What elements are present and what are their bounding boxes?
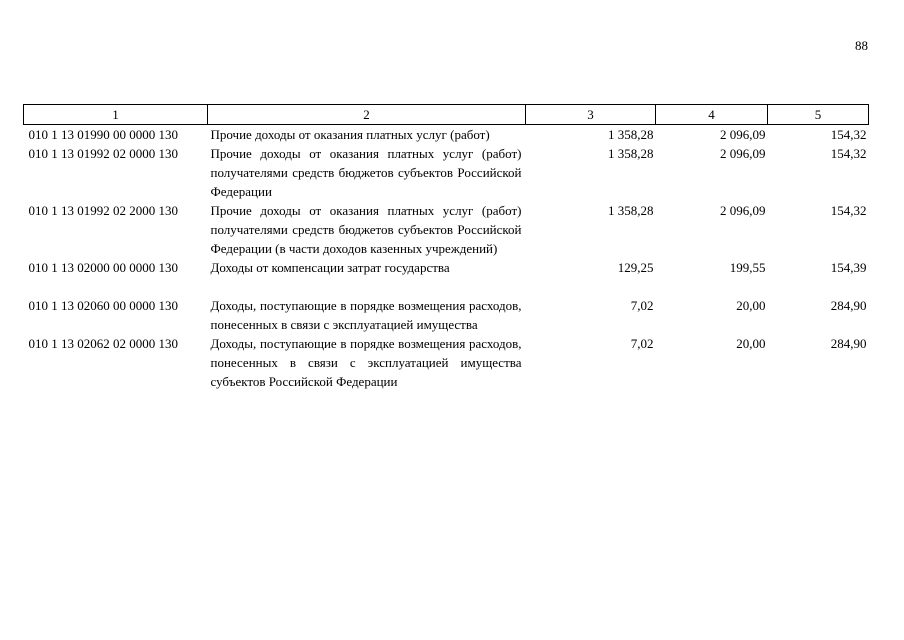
value-col3-cell: 129,25 xyxy=(617,260,654,275)
budget-code-cell: 010 1 13 02000 00 0000 130 xyxy=(28,260,178,275)
column-header-1: 1 xyxy=(24,105,208,125)
value-col4-cell: 199,55 xyxy=(729,260,766,275)
budget-code-cell: 010 1 13 02060 00 0000 130 xyxy=(28,298,178,313)
table-row xyxy=(24,296,869,334)
budget-table xyxy=(23,104,869,391)
income-name-cell: Прочие доходы от оказания платных услуг (работ) получателями средств бюджетов субъектов Российской Федерации (в части доходов казенных учреждений) xyxy=(210,203,522,256)
table-row xyxy=(24,144,869,201)
table-row xyxy=(24,258,869,296)
column-header-4: 4 xyxy=(656,105,768,125)
income-name-cell: Доходы, поступающие в порядке возмещения расходов, понесенных в связи с эксплуатацией имущества субъектов Российской Федерации xyxy=(210,336,522,389)
value-col4-cell: 20,00 xyxy=(736,336,766,351)
table-header-row xyxy=(24,105,869,125)
table-row xyxy=(24,125,869,145)
value-col3-cell: 1 358,28 xyxy=(608,203,654,218)
value-col4-cell: 20,00 xyxy=(736,298,766,313)
value-col5-cell: 154,32 xyxy=(830,146,867,161)
value-col3-cell: 7,02 xyxy=(630,298,654,313)
table-row xyxy=(24,334,869,391)
value-col3-cell: 1 358,28 xyxy=(608,127,654,142)
value-col4-cell: 2 096,09 xyxy=(720,203,766,218)
income-name-cell: Доходы от компенсации затрат государства xyxy=(210,260,450,275)
income-name-cell: Прочие доходы от оказания платных услуг (работ) получателями средств бюджетов субъектов Российской Федерации xyxy=(210,146,522,199)
column-header-3: 3 xyxy=(526,105,656,125)
value-col5-cell: 284,90 xyxy=(830,336,867,351)
table-row xyxy=(24,201,869,258)
value-col5-cell: 284,90 xyxy=(830,298,867,313)
page-number: 88 xyxy=(855,38,868,53)
budget-code-cell: 010 1 13 01990 00 0000 130 xyxy=(28,127,178,142)
income-name-cell: Доходы, поступающие в порядке возмещения расходов, понесенных в связи с эксплуатацией имущества xyxy=(210,298,522,332)
value-col4-cell: 2 096,09 xyxy=(720,146,766,161)
column-header-2: 2 xyxy=(208,105,526,125)
budget-code-cell: 010 1 13 02062 02 0000 130 xyxy=(28,336,178,351)
column-header-5: 5 xyxy=(768,105,869,125)
value-col5-cell: 154,32 xyxy=(830,127,867,142)
value-col5-cell: 154,39 xyxy=(830,260,867,275)
budget-code-cell: 010 1 13 01992 02 2000 130 xyxy=(28,203,178,218)
value-col4-cell: 2 096,09 xyxy=(720,127,766,142)
value-col3-cell: 7,02 xyxy=(630,336,654,351)
budget-code-cell: 010 1 13 01992 02 0000 130 xyxy=(28,146,178,161)
value-col3-cell: 1 358,28 xyxy=(608,146,654,161)
income-name-cell: Прочие доходы от оказания платных услуг (работ) xyxy=(210,127,490,142)
value-col5-cell: 154,32 xyxy=(830,203,867,218)
